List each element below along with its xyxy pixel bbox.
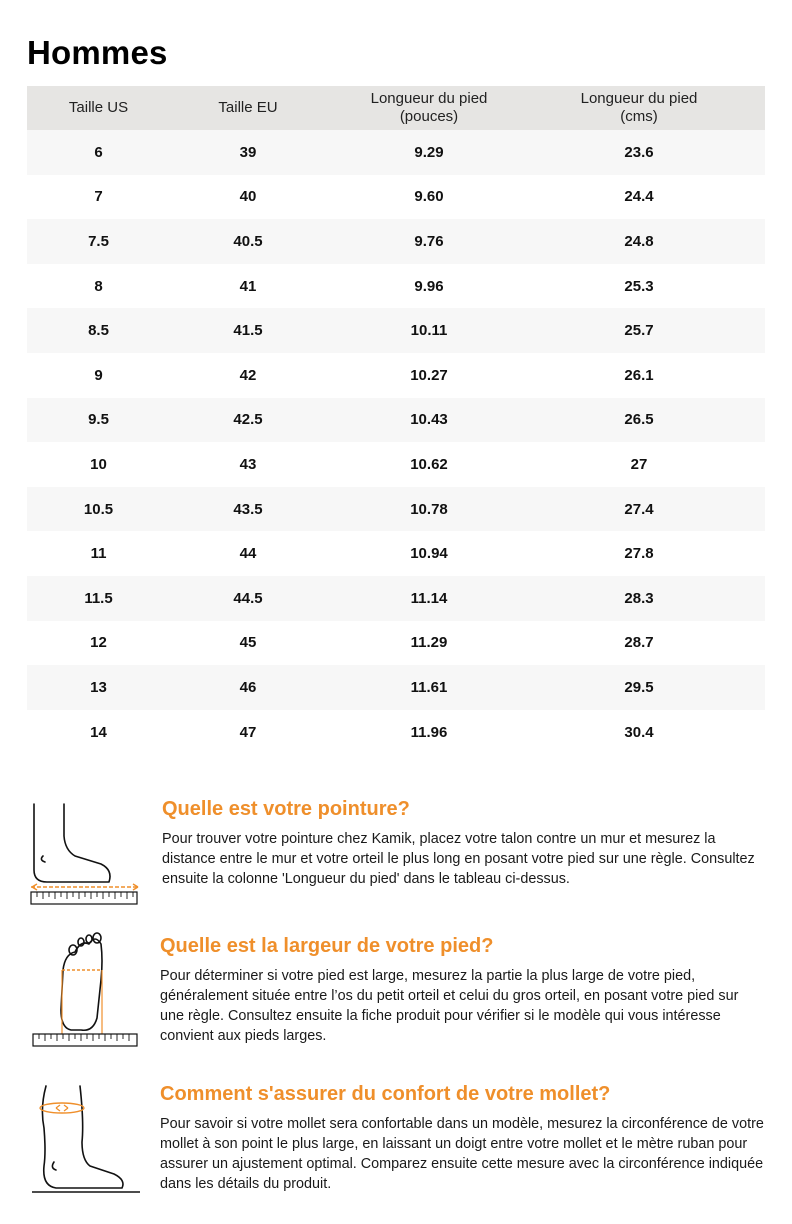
foot-length-ruler-icon xyxy=(29,800,141,910)
table-header-row xyxy=(27,86,765,130)
cell-foot-length-inches: 10.27 xyxy=(410,366,448,384)
cell-foot-length-inches: 11.29 xyxy=(410,634,448,652)
cell-foot-length-inches: 10.11 xyxy=(410,322,448,340)
cell-eu-size: 45 xyxy=(239,634,257,652)
section-heading: Quelle est la largeur de votre pied? xyxy=(160,935,494,957)
section-calf-comfort xyxy=(160,1083,765,1194)
cell-foot-length-inches: 9.76 xyxy=(414,232,444,250)
header-spacer xyxy=(746,86,765,130)
cell-foot-length-cm: 23.6 xyxy=(624,143,654,161)
size-chart-table xyxy=(27,86,765,754)
cell-spacer xyxy=(746,621,765,666)
cell-us-size: 12 xyxy=(90,634,107,652)
cell-spacer xyxy=(746,710,765,755)
cell-us-size: 8 xyxy=(94,277,103,295)
cell-foot-length-inches: 10.94 xyxy=(410,545,448,563)
table-row xyxy=(27,264,765,309)
cell-spacer xyxy=(746,353,765,398)
cell-foot-length-cm: 27.8 xyxy=(624,545,654,563)
cell-foot-length-inches: 10.78 xyxy=(410,500,448,518)
header-us-size: Taille US xyxy=(68,99,129,116)
cell-foot-length-cm: 25.7 xyxy=(624,322,654,340)
table-row xyxy=(27,398,765,443)
table-row xyxy=(27,665,765,710)
cell-eu-size: 47 xyxy=(239,723,257,741)
cell-eu-size: 43.5 xyxy=(233,500,263,518)
cell-foot-length-inches: 11.14 xyxy=(410,589,448,607)
cell-foot-length-inches: 11.61 xyxy=(410,678,448,696)
section-body: Pour déterminer si votre pied est large, mesurez la partie la plus large de votre pied, généralement située entre l’os du petit orteil et celui du gros orteil, en posant votre pied sur une règle. Consultez ensuite la fiche produit pour vérifier si le modèle qui vous intéresse convient aux pieds larges. xyxy=(160,968,739,1044)
cell-eu-size: 46 xyxy=(239,678,257,696)
cell-spacer xyxy=(746,398,765,443)
cell-eu-size: 44 xyxy=(239,545,257,563)
cell-us-size: 10 xyxy=(90,455,107,473)
cell-eu-size: 41 xyxy=(239,277,257,295)
cell-us-size: 11.5 xyxy=(84,589,113,607)
section-heading: Quelle est votre pointure? xyxy=(162,798,410,820)
cell-spacer xyxy=(746,442,765,487)
cell-eu-size: 40 xyxy=(239,188,257,206)
cell-us-size: 8.5 xyxy=(88,322,109,340)
table-row xyxy=(27,308,765,353)
cell-eu-size: 41.5 xyxy=(233,322,263,340)
header-foot-length-inches: Longueur du pied (pouces) xyxy=(370,90,488,125)
cell-spacer xyxy=(746,175,765,220)
cell-us-size: 9.5 xyxy=(88,411,109,429)
cell-foot-length-cm: 30.4 xyxy=(624,723,654,741)
cell-eu-size: 44.5 xyxy=(233,589,263,607)
foot-width-ruler-icon xyxy=(29,930,141,1050)
cell-foot-length-inches: 9.29 xyxy=(414,143,444,161)
cell-foot-length-inches: 9.60 xyxy=(414,188,444,206)
table-row xyxy=(27,710,765,755)
cell-us-size: 7.5 xyxy=(88,232,109,250)
cell-us-size: 10.5 xyxy=(83,500,114,518)
cell-foot-length-cm: 26.5 xyxy=(624,411,654,429)
cell-us-size: 14 xyxy=(90,723,107,741)
cell-spacer xyxy=(746,487,765,532)
cell-foot-length-cm: 27 xyxy=(630,455,648,473)
table-row xyxy=(27,621,765,666)
table-row xyxy=(27,175,765,220)
cell-spacer xyxy=(746,219,765,264)
cell-spacer xyxy=(746,576,765,621)
cell-us-size: 11 xyxy=(90,545,107,563)
section-body: Pour trouver votre pointure chez Kamik, placez votre talon contre un mur et mesurez la distance entre le mur et votre orteil le plus long en posant votre pied sur une règle. Consultez ensuite la colonne 'Longueur du pied' dans le tableau ci-dessus. xyxy=(162,831,755,887)
cell-foot-length-inches: 10.62 xyxy=(410,455,448,473)
cell-foot-length-cm: 29.5 xyxy=(624,678,654,696)
calf-circumference-icon xyxy=(30,1082,142,1197)
cell-foot-length-inches: 11.96 xyxy=(410,723,448,741)
table-row xyxy=(27,442,765,487)
cell-spacer xyxy=(746,264,765,309)
section-shoe-size xyxy=(162,798,762,889)
cell-us-size: 13 xyxy=(90,678,107,696)
cell-foot-length-cm: 24.4 xyxy=(624,188,654,206)
table-row xyxy=(27,353,765,398)
cell-foot-length-cm: 26.1 xyxy=(624,366,654,384)
cell-foot-length-inches: 10.43 xyxy=(410,411,448,429)
table-body xyxy=(27,130,765,754)
cell-foot-length-cm: 28.3 xyxy=(624,589,654,607)
cell-eu-size: 42 xyxy=(239,366,257,384)
table-row xyxy=(27,487,765,532)
cell-eu-size: 39 xyxy=(239,143,257,161)
cell-eu-size: 42.5 xyxy=(233,411,263,429)
cell-foot-length-cm: 25.3 xyxy=(624,277,654,295)
table-row xyxy=(27,130,765,175)
section-body: Pour savoir si votre mollet sera confortable dans un modèle, mesurez la circonférence de votre mollet à son point le plus large, en laissant un doigt entre votre mollet et le mètre ruban pour assurer un ajustement optimal. Comparez ensuite cette mesure avec la circonférence indiquée dans les détails du produit. xyxy=(160,1116,764,1192)
cell-spacer xyxy=(746,665,765,710)
cell-foot-length-cm: 27.4 xyxy=(624,500,654,518)
cell-eu-size: 43 xyxy=(239,455,257,473)
cell-foot-length-cm: 24.8 xyxy=(624,232,654,250)
cell-us-size: 9 xyxy=(94,366,103,384)
cell-us-size: 7 xyxy=(94,188,103,206)
cell-foot-length-cm: 28.7 xyxy=(624,634,654,652)
table-row xyxy=(27,576,765,621)
section-foot-width xyxy=(160,935,760,1046)
cell-spacer xyxy=(746,130,765,175)
cell-eu-size: 40.5 xyxy=(233,232,263,250)
cell-spacer xyxy=(746,531,765,576)
table-row xyxy=(27,531,765,576)
cell-us-size: 6 xyxy=(94,143,103,161)
section-heading: Comment s'assurer du confort de votre mollet? xyxy=(160,1083,611,1105)
table-row xyxy=(27,219,765,264)
page-title: Hommes xyxy=(27,34,168,71)
cell-foot-length-inches: 9.96 xyxy=(414,277,444,295)
header-eu-size: Taille EU xyxy=(218,99,278,116)
cell-spacer xyxy=(746,308,765,353)
header-foot-length-cm: Longueur du pied (cms) xyxy=(580,90,698,125)
